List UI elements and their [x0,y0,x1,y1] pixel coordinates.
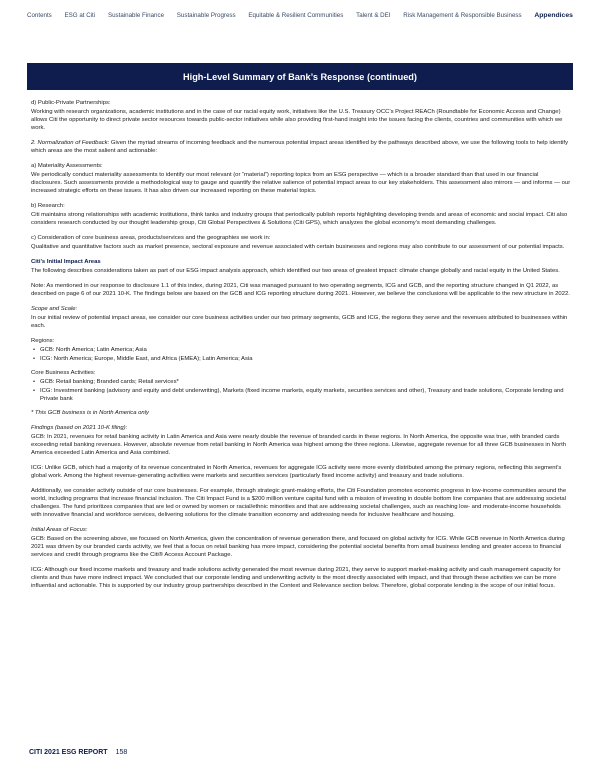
list-item: • ICG: North America; Europe, Middle East, and Africa (EMEA); Latin America; Asia [40,355,571,363]
note-text: Note: As mentioned in our response to disclosure 1.1 of this index, during 2021, Citi was managed pursuant to two operating segments, ICG and GCB, and the reporting structure changed in Q1 2022, as described on page 6 of our 2021 10-K. The findings below are based on the GCB and ICG reporting structure during 2021. However, we believe the conclusions will be applicable to the new structure in 2022. [31,283,570,297]
focus-gcb: GCB: Based on the screening above, we focused on North America, given the concentration of revenue generation there, and focused on global activity for ICG. While GCB revenue in North America during 2021 was driven by our branded cards activity, we feel that a focus on retail banking has more impact, considering the potential societal benefits from small business lending and greater access to financial services and credit through programs like the Citi® Access Account Package. [31,536,565,558]
initial-impact-text: The following describes considerations taken as part of our ESG impact analysis approach, which identified our two areas of greatest impact: climate change globally and racial equity in the United States. [31,268,560,274]
page-footer [29,749,127,756]
a-text: We periodically conduct materiality assessments to identify our most relevant (or “material”) reporting topics from an ESG perspective — which is a broader standard than that used in our financial disclosures. Such assessments provide a methodological way to gauge and quantify the relative salience of potential impact areas to our key stakeholders. This assessment also mirrors — and informs — our increased strategic efforts on these issues. It has also driven our increased reporting on these material topics. [31,172,571,194]
focus-icg: ICG: Although our fixed income markets and treasury and trade solutions activity generated the most revenue during 2021, they serve to support market-making activity and cash management capacity for clients and thus have more indirect impact. We concluded that our corporate lending and underwriting activity is the most directly associated with impact, and that through these activities we can be more influential and actionable. This is supported by our industry group partnerships described in the Context and Relevance section below. Therefore, global corporate lending is the scope of our initial focus. [31,567,561,589]
nav-appendices[interactable]: Appendices [534,12,573,19]
core-list [31,378,571,403]
core-footnote: * This GCB business is in North America only [31,410,149,416]
d-text: Working with research organizations, academic institutions and in the case of our racial equity work, initiatives like the U.S. Treasury OCC’s Project REACh (Roundtable for Economic Access and Change) allows Citi the opportunity to direct private sector resources towards public-sector initiatives while also providing first-hand insight into the issues facing the clients, countries and communities with which we work. [31,109,563,131]
nav-esg-at-citi[interactable]: ESG at Citi [64,12,96,19]
list-item: • ICG: Investment banking (advisory and equity and debt underwriting), Markets (fixed income markets, equity markets, securities services and other), Treasury and trade solutions, Corporate lending and Private bank [40,387,571,403]
page-number: 158 [115,749,128,756]
regions-label: Regions: [31,338,55,344]
report-name: CITI 2021 ESG REPORT [29,749,108,756]
scope-label: Scope and Scale: [31,306,78,312]
page-content [31,99,571,597]
additional-text: Additionally, we consider activity outside of our core businesses. For example, through strategic grant-making efforts, the Citi Foundation promotes economic progress in low-income communities around the world, including programs that increase financial inclusion. The Citi Impact Fund is a $200 million venture capital fund with a mission of investing in double bottom line companies that are addressing societal challenges. The fund prioritizes companies that are led or owned by women or racial/ethnic minorities and that are addressing societal challenges, such as reaching low- and moderate-income households with innovative financial and workforce services, delivering solutions for the climate transition economy and addressing needs for inclusive healthcare and housing. [31,488,567,518]
nav-sustainable-finance[interactable]: Sustainable Finance [107,12,165,19]
nav-risk-management[interactable]: Risk Management & Responsible Business [403,12,522,19]
findings-icg: ICG: Unlike GCB, which had a majority of its revenue concentrated in North America, revenues for aggregate ICG activity were more evenly distributed among the primary regions, reflecting this segment’s global work. Among the highest revenue-generating activities were markets and securities services (particularly fixed income activity) and treasury and trade solutions. [31,465,562,479]
banner-title: High-Level Summary of Bank’s Response (continued) [183,71,417,82]
list-item: • GCB: Retail banking; Branded cards; Retail services* [40,378,571,386]
regions-list [31,346,571,363]
b-title: b) Research: [31,203,65,209]
findings-gcb: GCB: In 2021, revenues for retail banking activity in Latin America and Asia were nearly double the revenue of branded cards in these regions. In North America, the opposite was true, with branded cards exceeding retail banking revenues. However, absolute revenue from retail banking in North America was highest among the three regions. Likewise, aggregate revenue for all three GCB businesses in North America exceeded Latin America and Asia combined. [31,434,567,456]
list-item: • GCB: North America; Latin America; Asia [40,346,571,354]
nav-talent-dei[interactable]: Talent & DEI [356,12,391,19]
d-title: d) Public-Private Partnerships: [31,100,111,106]
top-navigation [27,12,573,19]
a-title: a) Materiality Assessments: [31,163,103,169]
c-text: Qualitative and quantitative factors such as market presence, sectoral exposure and revenue associated with certain businesses and regions may also contribute to our assessment of our potential impacts. [31,244,565,250]
c-title: c) Consideration of core business areas, products/services and the geographies we work in: [31,235,271,241]
core-label: Core Business Activities: [31,370,96,376]
b-text: Citi maintains strong relationships with academic institutions, think tanks and industry groups that periodically publish reports highlighting developing trends and areas of economic and social impact. Citi also considers research conducted by our thought leadership group, Citi Global Perspectives & Solutions (Citi GPS), which analyzes the global economy’s most demanding challenges. [31,212,568,226]
section-banner [27,63,573,90]
nav-equitable-communities[interactable]: Equitable & Resilient Communities [248,12,344,19]
findings-label: Findings (based on 2021 10-K filing): [31,425,128,431]
scope-text: In our initial review of potential impact areas, we consider our core business activities under our two primary segments, GCB and ICG, the regions they serve and the revenues attributed to businesses within each. [31,315,568,329]
normalization-text: Given the myriad streams of incoming feedback and the numerous potential impact areas identified by the pathways described above, we use the following tools to help identify which areas are the most salient and actionable: [31,140,569,154]
nav-contents[interactable]: Contents [27,12,52,19]
initial-impact-heading: Citi’s Initial Impact Areas [31,259,101,265]
nav-sustainable-progress[interactable]: Sustainable Progress [176,12,236,19]
normalization-label: 2. Normalization of Feedback: [31,140,110,146]
normalization-paragraph [31,139,571,155]
focus-label: Initial Areas of Focus: [31,527,88,533]
